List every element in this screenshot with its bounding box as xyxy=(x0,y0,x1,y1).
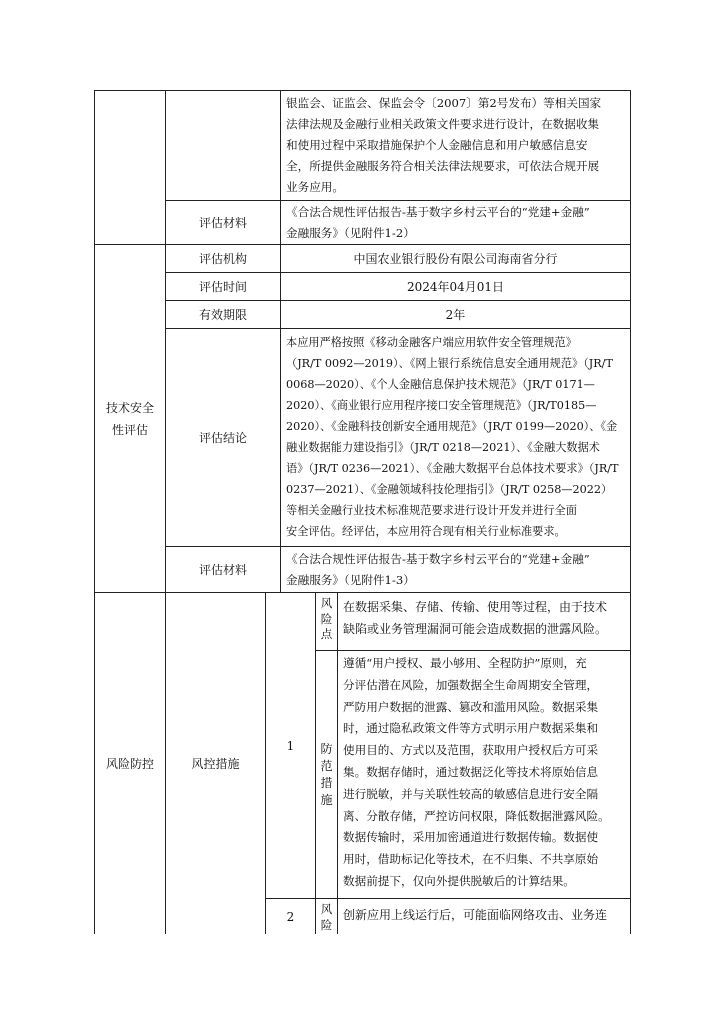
rule-item1-riskpoint-bottom xyxy=(315,650,630,651)
rule-top xyxy=(94,90,630,91)
item-1-number: 1 xyxy=(286,738,295,753)
material-value-2: 《合法合规性评估报告-基于数字乡村云平台的“党建+金融” 金融服务》（见附件1-3） xyxy=(286,552,590,587)
period-label: 有效期限 xyxy=(198,308,247,322)
conclusion-label: 评估结论 xyxy=(198,431,247,445)
rule-col5 xyxy=(337,592,338,934)
intro-paragraph: 银监会、证监会、保监会令〔2007〕第2号发布）等相关国家 法律法规及金融行业相关政策文件要求进行设计，在数据收集 和使用过程中采取措施保护个人金融信息和用户敏感信息安 全，所提供金融服务符合相关法律法规要求，可依法合规开展 业务应用。 xyxy=(286,96,602,194)
rule-right xyxy=(630,90,631,934)
item-1-measure-text: 遵循“用户授权、最小够用、全程防护”原则，充 分评估潜在风险，加强数据全生命周期安全管理， 严防用户数据的泄露、篡改和滥用风险。数据采集 时，通过隐私政策文件等方式明示用户数据采集和 使用目的、方式以及范围，获取用户授权后方可采 集。数据存储时，通过数据泛化等技术将原始信息 进行脱敏，并与关联性较高的敏感信息进行安全隔 离、分散存储，严控访问权限，降低数据泄露风险。 数据传输时，采用加密通道进行数据传输。数据使 用时，借助标记化等技术，在不归集、不共享原始 数据前提下，仅向外提供脱敏后的计算结果。 xyxy=(343,656,610,888)
conclusion-paragraph: 本应用严格按照《移动金融客户端应用软件安全管理规范》 （JR/T 0092—2019）、《网上银行系统信息安全通用规范》（JR/T 0068—2020）、《个人金融信息保护技术规范》（JR/T 0171— 2020）、《商业银行应用程序接口安全管理规范》（JR/T0185— 2020）、《金融科技创新安全通用规范》（JR/T 0199—2020）、《金 融业数据能力建设指引》（JR/T 0218—2021）、《金融大数据术 语》（JR/T 0236—2021）、《金融大数据平台总体技术要求》（JR/T 0237—2021）、《金融领域科技伦理指引》（JR/T 0258—2022） 等相关金融行业技术标准规范要求进行设计开发并进行全面 安全评估。经评估，本应用符合现有相关行业标准要求。 xyxy=(286,336,619,538)
material-label-2: 评估材料 xyxy=(198,563,247,577)
measures-label: 风控措施 xyxy=(191,757,240,771)
item-1-risk-text: 在数据采集、存储、传输、使用等过程，由于技术 缺陷或业务管理漏洞可能会造成数据的泄露风险。 xyxy=(343,600,608,636)
material-label-1: 评估材料 xyxy=(198,216,247,230)
item-2-number: 2 xyxy=(286,909,295,924)
time-value: 2024年04月01日 xyxy=(406,280,505,294)
rule-col3 xyxy=(280,90,281,592)
item-2-risk-label: 风 险 xyxy=(320,902,333,932)
period-value: 2年 xyxy=(445,308,466,322)
item-1-measure-label: 防 范 措 施 xyxy=(320,742,333,807)
item-2-risk-text: 创新应用上线运行后，可能面临网络攻击、业务连 xyxy=(343,908,608,922)
item-1-risk-label: 风 险 点 xyxy=(320,596,333,641)
material-value-1: 《合法合规性评估报告-基于数字乡村云平台的“党建+金融” 金融服务》（见附件1-2） xyxy=(286,205,590,240)
org-label: 评估机构 xyxy=(198,252,247,266)
risk-section-title: 风险防控 xyxy=(105,757,154,771)
org-value: 中国农业银行股份有限公司海南省分行 xyxy=(353,252,558,266)
time-label: 评估时间 xyxy=(198,280,247,294)
tech-section-title: 技术安全 性评估 xyxy=(105,400,154,437)
rule-item2-top xyxy=(265,898,630,899)
